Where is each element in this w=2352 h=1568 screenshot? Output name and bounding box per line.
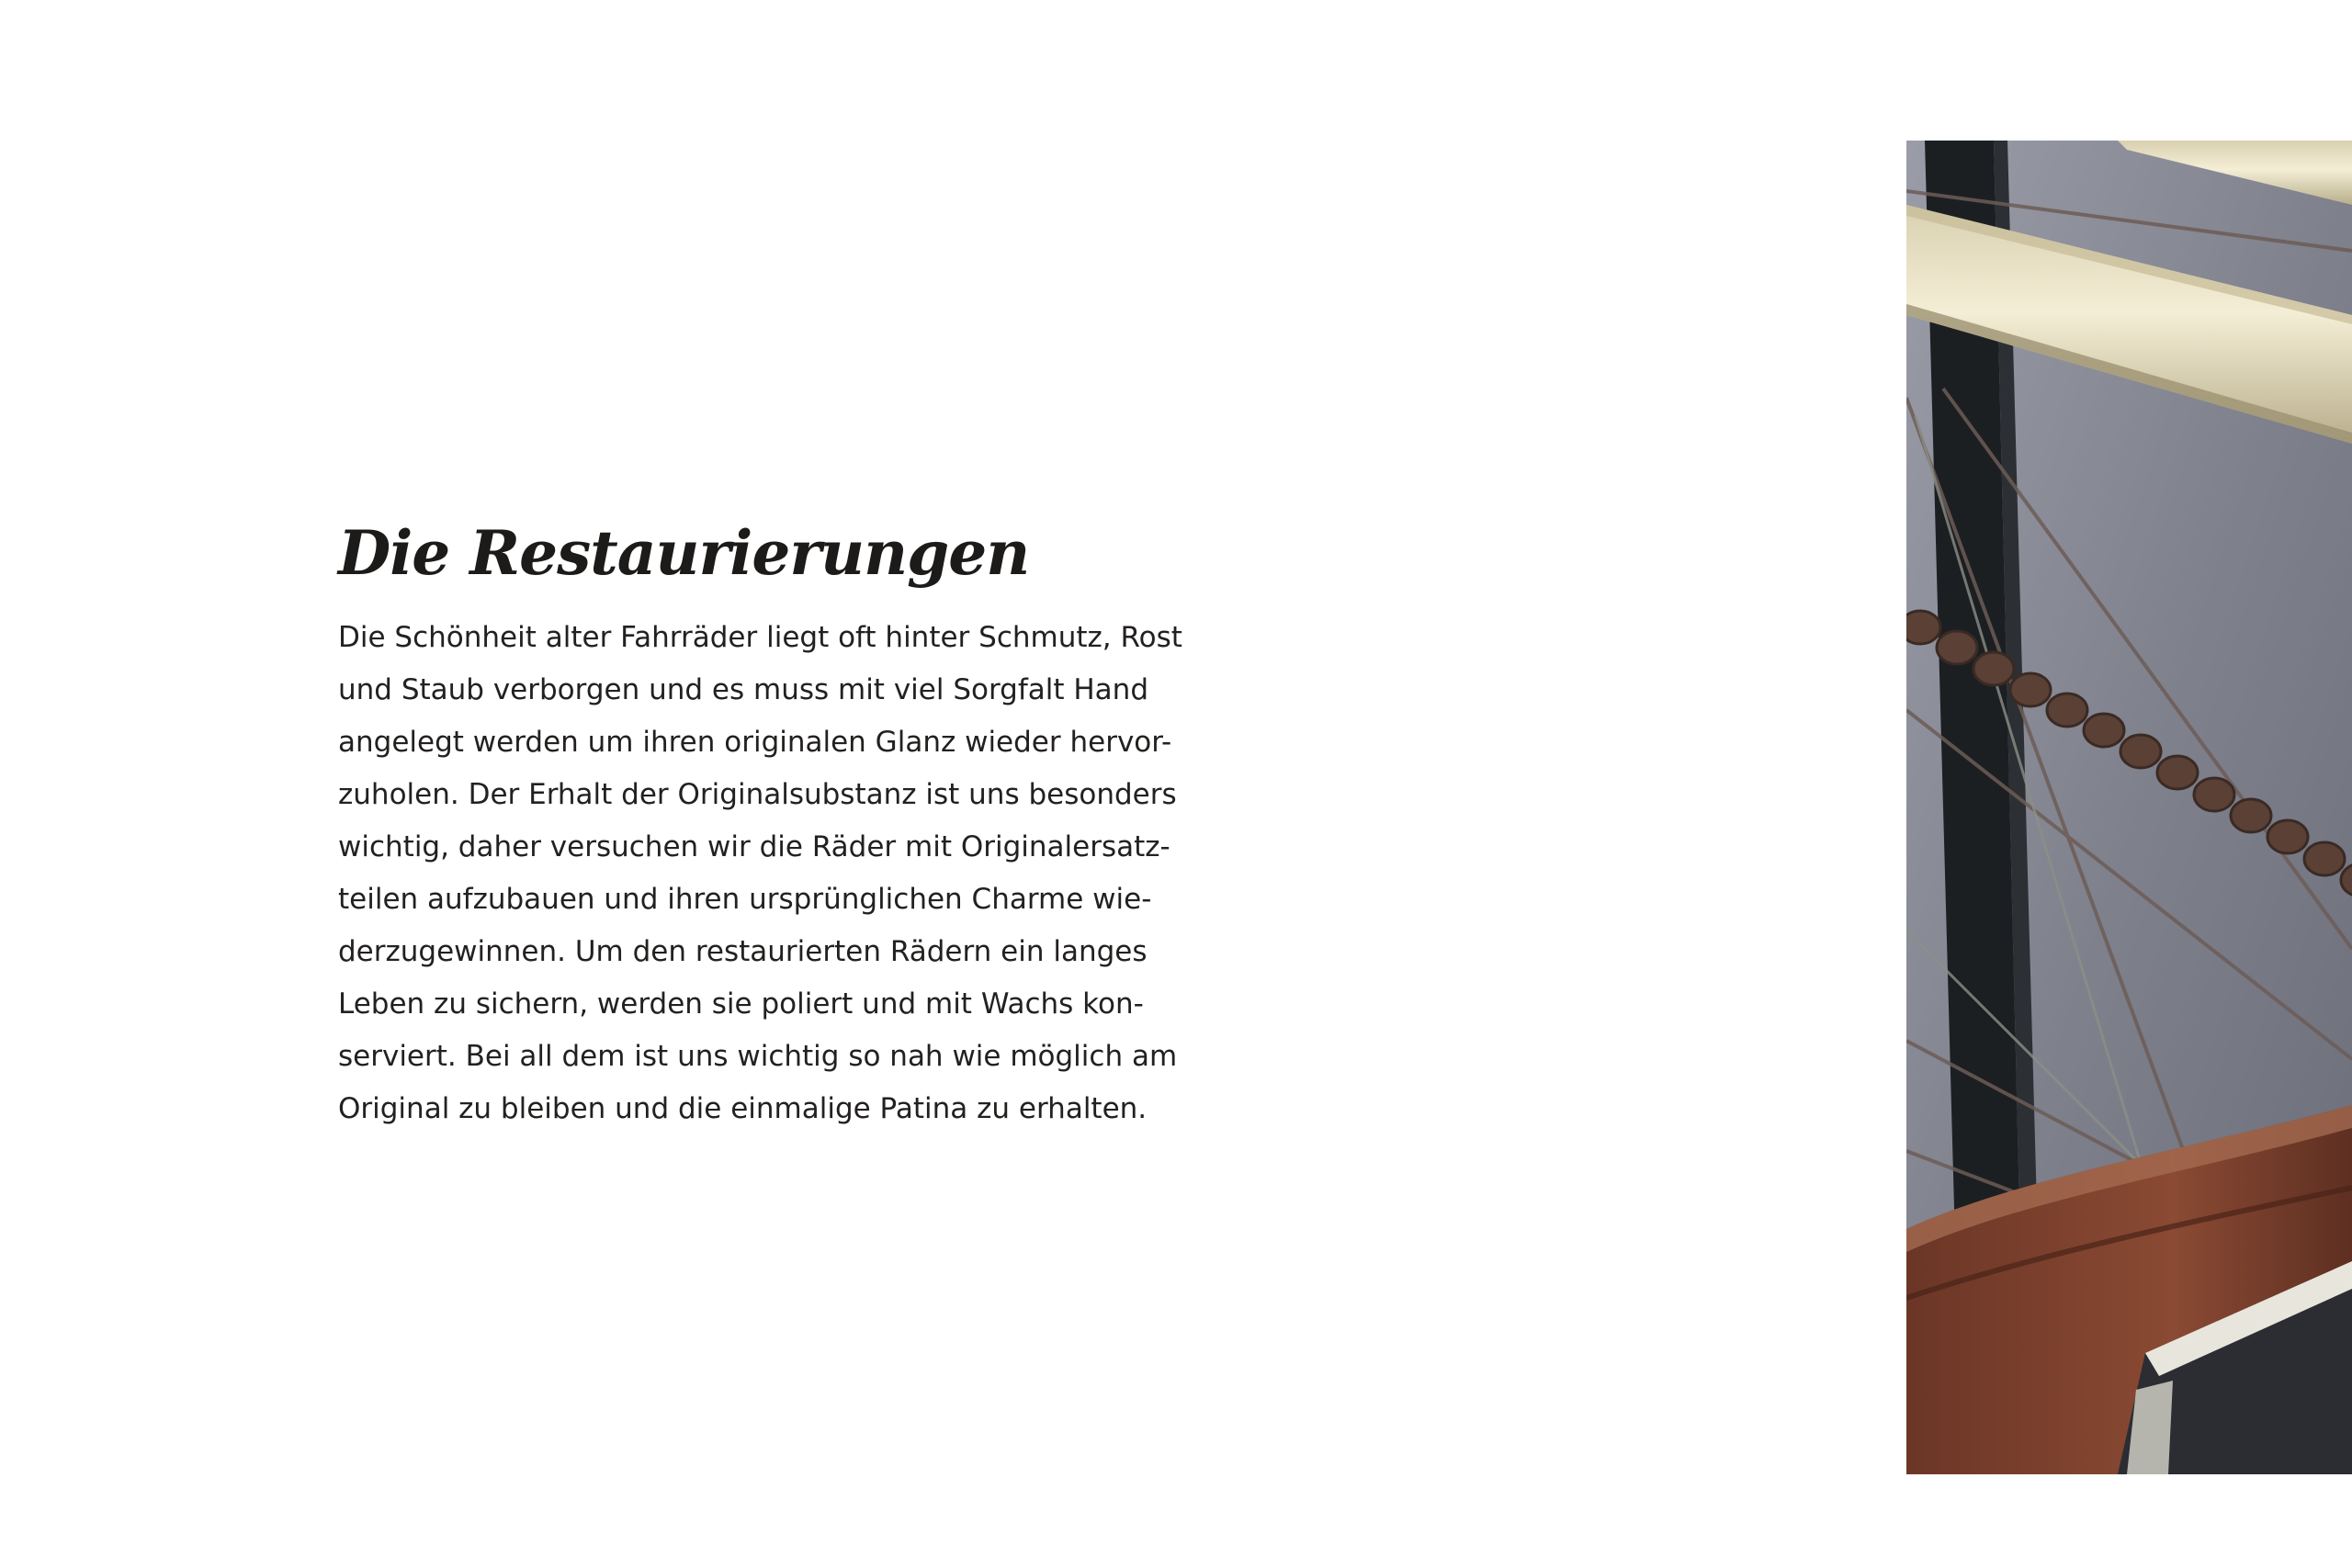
body-line: Leben zu sichern, werden sie poliert und mit Wachs kon- — [338, 987, 1144, 1021]
section-heading: Die Restaurierungen — [338, 517, 1030, 589]
body-line: angelegt werden um ihren originalen Glanz wieder hervor- — [338, 726, 1172, 759]
body-line: und Staub verborgen und es muss mit viel Sorgfalt Hand — [338, 673, 1149, 706]
body-line: wichtig, daher versuchen wir die Räder mit Originalersatz- — [338, 830, 1170, 863]
bicycle-photo-illustration — [1906, 141, 2352, 1474]
body-line: zuholen. Der Erhalt der Originalsubstanz ist uns besonders — [338, 778, 1177, 811]
body-line: derzugewinnen. Um den restaurierten Rädern ein langes — [338, 935, 1148, 968]
body-line: Die Schönheit alter Fahrräder liegt oft hinter Schmutz, Rost — [338, 621, 1182, 654]
body-line: teilen aufzubauen und ihren ursprünglichen Charme wie- — [338, 883, 1152, 916]
bicycle-wheel-photo — [1906, 141, 2352, 1474]
body-line: serviert. Bei all dem ist uns wichtig so nah wie möglich am — [338, 1040, 1178, 1073]
body-line: Original zu bleiben und die einmalige Patina zu erhalten. — [338, 1092, 1148, 1125]
text-section — [338, 514, 1182, 1135]
body-paragraph — [338, 612, 1182, 1135]
